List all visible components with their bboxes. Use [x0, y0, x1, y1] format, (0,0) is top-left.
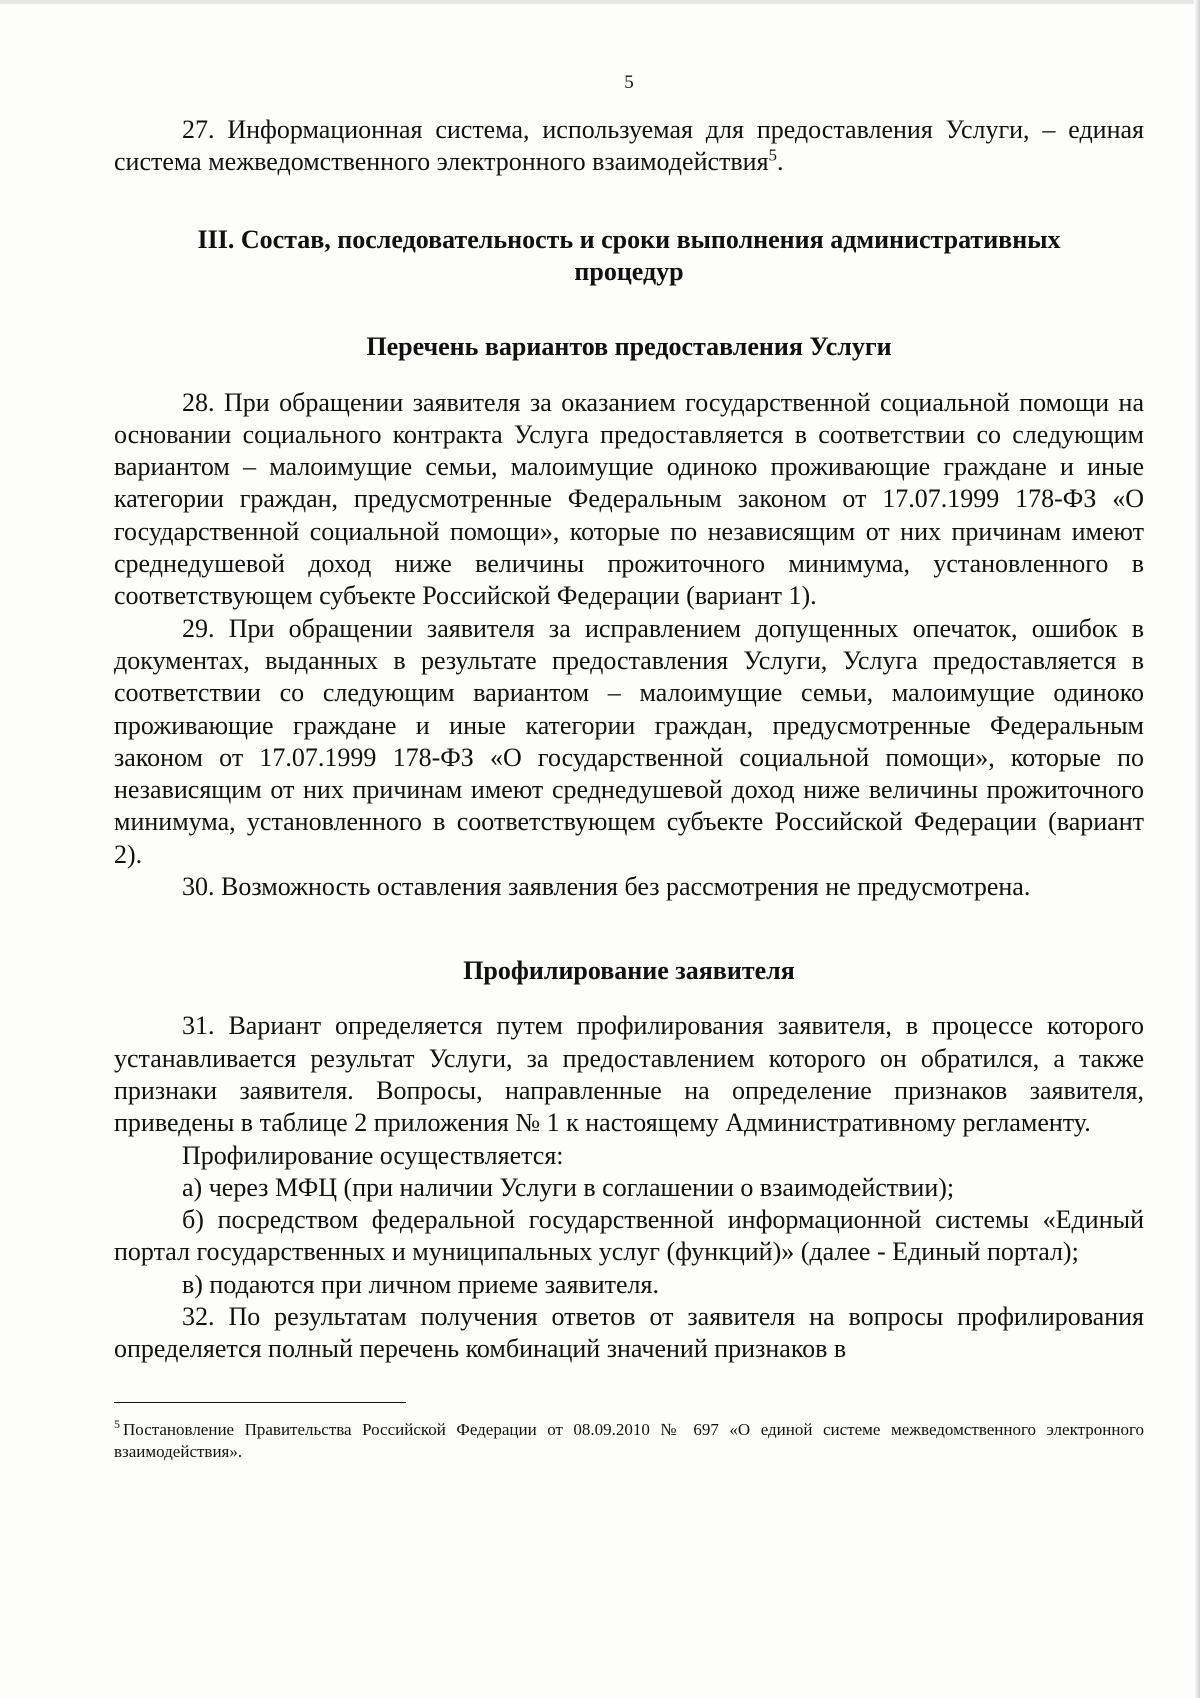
profiling-heading: Профилирование заявителя [463, 956, 795, 986]
paragraph-28: 28. При обращении заявителя за оказанием государственной социальной помощи на основании социального контракта Услуга предоставляется в соответствии со следующим вариантом – малоимущие семьи, малоимущие одиноко проживающие граждане и иные категории граждан, предусмотренные Федеральным законом от 17.07.1999 178-ФЗ «О государственной социальной помощи», которые по независящим от них причинам имеют среднедушевой доход ниже величины прожиточного минимума, установленного в соответствующем субъекте Российской Федерации (вариант 1). [114, 387, 1144, 611]
paragraph-27-text: 27. Информационная система, используемая для предоставления Услуги, – единая система межведомственного электронного взаимодействия [114, 115, 1144, 177]
paragraph-30: 30. Возможность оставления заявления без рассмотрения не предусмотрена. [182, 872, 1031, 902]
profiling-item-c: в) подаются при личном приеме заявителя. [182, 1269, 659, 1299]
page-number: 5 [624, 72, 634, 93]
paragraph-32: 32. По результатам получения ответов от заявителя на вопросы профилирования определяется полный перечень комбинаций значений признаков в [114, 1302, 1144, 1364]
footnote-text: Постановление Правительства Российской Федерации от 08.09.2010 № 697 «О единой системе межведомственного электронного взаимодействия». [114, 1419, 1144, 1461]
footnote-mark: 5 [114, 1416, 120, 1431]
footnote [114, 1416, 1144, 1463]
section-3-title-line-2: процедур [574, 256, 684, 286]
paragraph-27 [114, 114, 1144, 179]
scan-edge-right [1194, 0, 1200, 1698]
paragraph-31: 31. Вариант определяется путем профилирования заявителя, в процессе которого устанавливается результат Услуги, за предоставлением которого он обратился, а также признаки заявителя. Вопросы, направленные на определение признаков заявителя, приведены в таблице 2 приложения № 1 к настоящему Административному регламенту. [114, 1011, 1144, 1138]
profiling-item-b: б) посредством федеральной государственной информационной системы «Единый портал государственных и муниципальных услуг (функций)» (далее - Единый портал); [114, 1205, 1144, 1267]
paragraph-29: 29. При обращении заявителя за исправлением допущенных опечаток, ошибок в документах, выданных в результате предоставления Услуги, Услуга предоставляется в соответствии со следующим вариантом – малоимущие семьи, малоимущие одиноко проживающие граждане и иные категории граждан, предусмотренные Федеральным законом от 17.07.1999 178-ФЗ «О государственной социальной помощи», которые по независящим от них причинам имеют среднедушевой доход ниже величины прожиточного минимума, установленного в соответствующем субъекте Российской Федерации (вариант 2). [114, 613, 1144, 869]
footnote-separator [114, 1402, 406, 1403]
profiling-item-a: а) через МФЦ (при наличии Услуги в соглашении о взаимодействии); [182, 1172, 955, 1202]
section-3-title-line-1: III. Состав, последовательность и сроки выполнения административных [197, 224, 1061, 254]
paragraph-27-tail: . [777, 147, 784, 177]
variants-heading: Перечень вариантов предоставления Услуги [366, 331, 892, 361]
scan-edge-top [0, 0, 1200, 4]
footnote-reference: 5 [768, 145, 778, 165]
page-content [114, 70, 1144, 1480]
profiling-intro: Профилирование осуществляется: [182, 1140, 564, 1170]
section-3-title [114, 224, 1144, 288]
